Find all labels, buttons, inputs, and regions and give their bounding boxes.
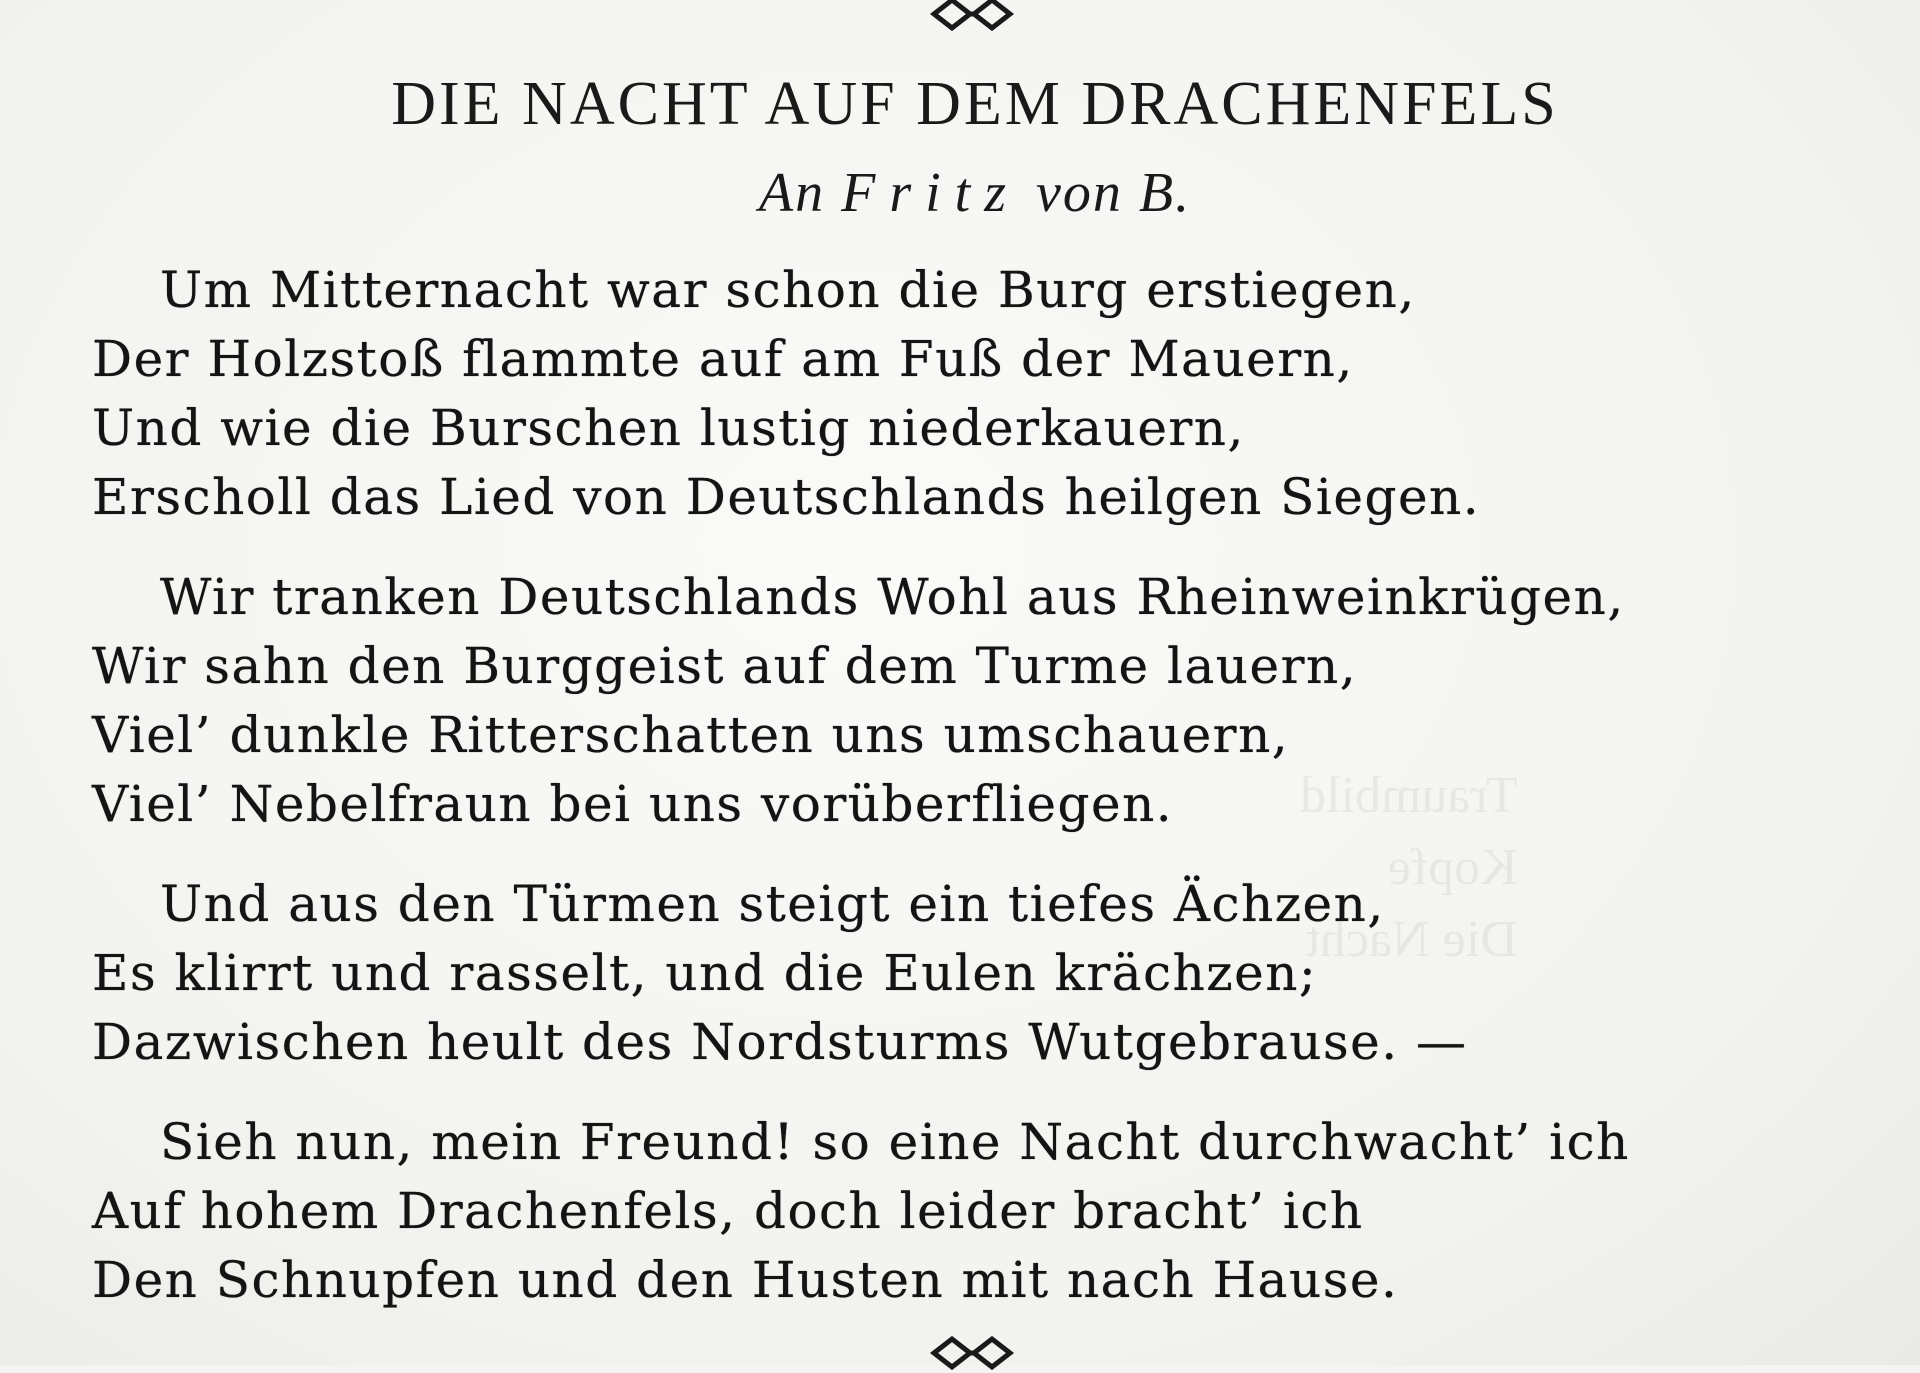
- verse-line: Es klirrt und rasselt, und die Eulen krächzen;: [92, 944, 1318, 1002]
- verse-line: Wir sahn den Burggeist auf dem Turme lauern,: [92, 637, 1358, 695]
- show-through-text: Traumbild Kopfe Die Nacht: [1300, 767, 1518, 968]
- stanza-2: [92, 563, 1892, 839]
- stanza-4: [92, 1108, 1892, 1315]
- verse-line: Auf hohem Drachenfels, doch leider bracht’ ich: [92, 1182, 1364, 1240]
- verse-line: Und aus den Türmen steigt ein tiefes Ächzen,: [160, 875, 1385, 933]
- dedication-name: Fritz: [841, 162, 1021, 224]
- verse-line: Wir tranken Deutschlands Wohl aus Rheinweinkrügen,: [160, 568, 1625, 626]
- stanza-3: [92, 870, 1892, 1077]
- verse-line: Den Schnupfen und den Husten mit nach Hause.: [92, 1251, 1399, 1309]
- knot-ornament-icon: [924, 1333, 1020, 1373]
- knot-ornament-icon: [924, 0, 1020, 34]
- verse-line: Dazwischen heult des Nordsturms Wutgebrause. —: [92, 1013, 1468, 1071]
- verse-line: Viel’ dunkle Ritterschatten uns umschauern,: [92, 706, 1290, 764]
- dedication-prefix: An: [758, 162, 826, 224]
- verse-line: Erscholl das Lied von Deutschlands heilgen Siegen.: [92, 468, 1481, 526]
- dedication-suffix: von B.: [1036, 162, 1192, 224]
- verse-line: Um Mitternacht war schon die Burg erstiegen,: [160, 261, 1416, 319]
- verse-line: Der Holzstoß flammte auf am Fuß der Mauern,: [92, 330, 1354, 388]
- verse-line: Und wie die Burschen lustig niederkauern,: [92, 399, 1245, 457]
- stanza-1: [92, 256, 1892, 532]
- poem-dedication: [0, 158, 1920, 228]
- verse-line: Sieh nun, mein Freund! so eine Nacht durchwacht’ ich: [160, 1113, 1630, 1171]
- poem-title: DIE NACHT AUF DEM DRACHENFELS: [391, 70, 1559, 138]
- verse-line: Viel’ Nebelfraun bei uns vorüberfliegen.: [92, 775, 1174, 833]
